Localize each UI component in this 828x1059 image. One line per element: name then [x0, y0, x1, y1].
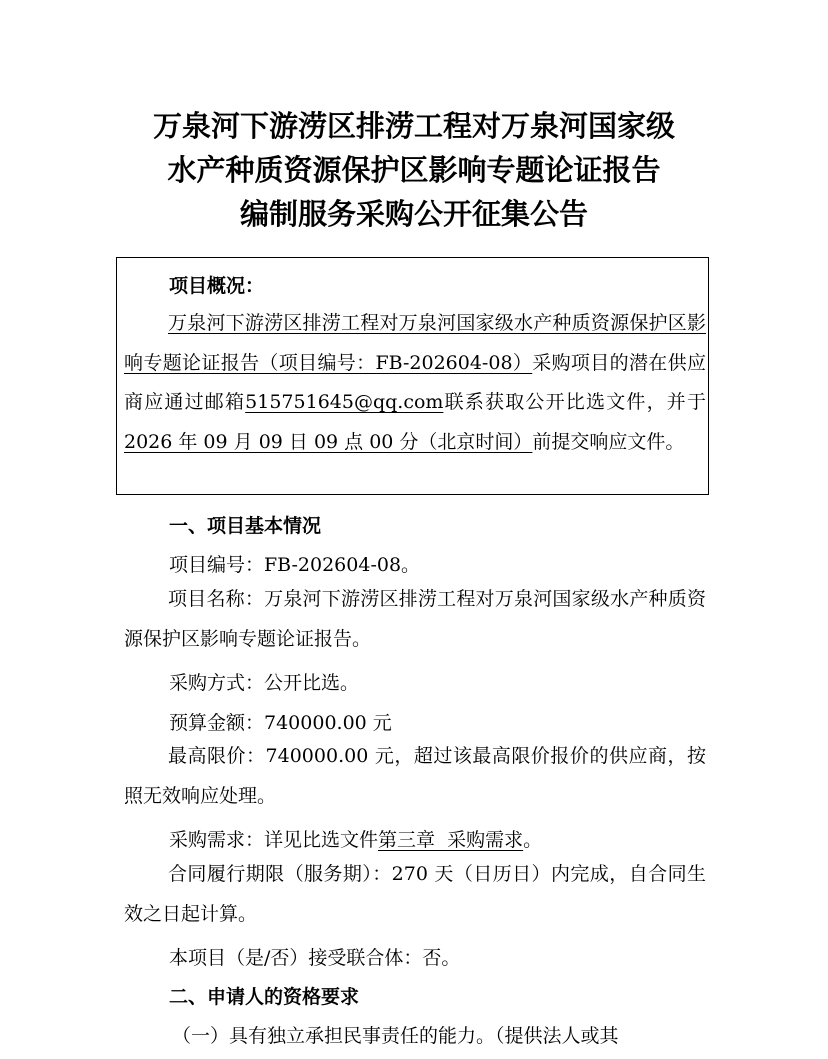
overview-text-3: 联系获取公开比选文件，并于 — [443, 391, 706, 413]
document-title — [0, 104, 828, 236]
procurement-demand — [169, 825, 542, 852]
overview-project-text: 万泉河下游涝区排涝工程对万泉河国家级水产种质资源保护区影响专题论证报告（项目编号：FB-202604-08） — [124, 312, 706, 374]
budget-amount: 预算金额：740000.00 元 — [169, 712, 392, 734]
demand-prefix: 采购需求：详见比选文件 — [169, 829, 379, 851]
title-line-1: 万泉河下游涝区排涝工程对万泉河国家级 — [152, 109, 675, 143]
demand-suffix: 。 — [523, 829, 543, 851]
overview-text-2: 采购项目的潜在供应商应通过邮箱 — [124, 351, 706, 413]
overview-text-4: 前提交响应文件。 — [532, 430, 685, 453]
demand-chapter-link[interactable]: 第三章 采购需求 — [378, 829, 524, 851]
overview-paragraph — [124, 304, 706, 462]
procurement-method: 采购方式：公开比选。 — [169, 672, 360, 694]
section1-heading: 一、项目基本情况 — [169, 515, 322, 537]
project-number: 项目编号：FB-202604-08。 — [169, 554, 421, 576]
max-price: 最高限价：740000.00 元，超过该最高限价报价的供应商，按照无效响应处理。 — [124, 745, 706, 807]
section2-heading: 二、申请人的资格要求 — [169, 986, 360, 1008]
overview-heading: 项目概况： — [169, 275, 265, 297]
overview-deadline: 2026 年 09 月 09 日 09 点 00 分（北京时间） — [124, 430, 533, 453]
overview-email-link[interactable]: 515751645@qq.com — [245, 391, 444, 413]
project-name: 项目名称：万泉河下游涝区排涝工程对万泉河国家级水产种质资源保护区影响专题论证报告。 — [124, 588, 706, 650]
consortium: 本项目（是/否）接受联合体：否。 — [169, 947, 461, 969]
qualification-item-1: （一）具有独立承担民事责任的能力。（提供法人或其 — [172, 1025, 619, 1047]
title-line-3: 编制服务采购公开征集公告 — [239, 197, 588, 231]
contract-period: 合同履行期限（服务期）：270 天（日历日）内完成，自合同生效之日起计算。 — [124, 863, 706, 925]
title-line-2: 水产种质资源保护区影响专题论证报告 — [167, 153, 661, 187]
